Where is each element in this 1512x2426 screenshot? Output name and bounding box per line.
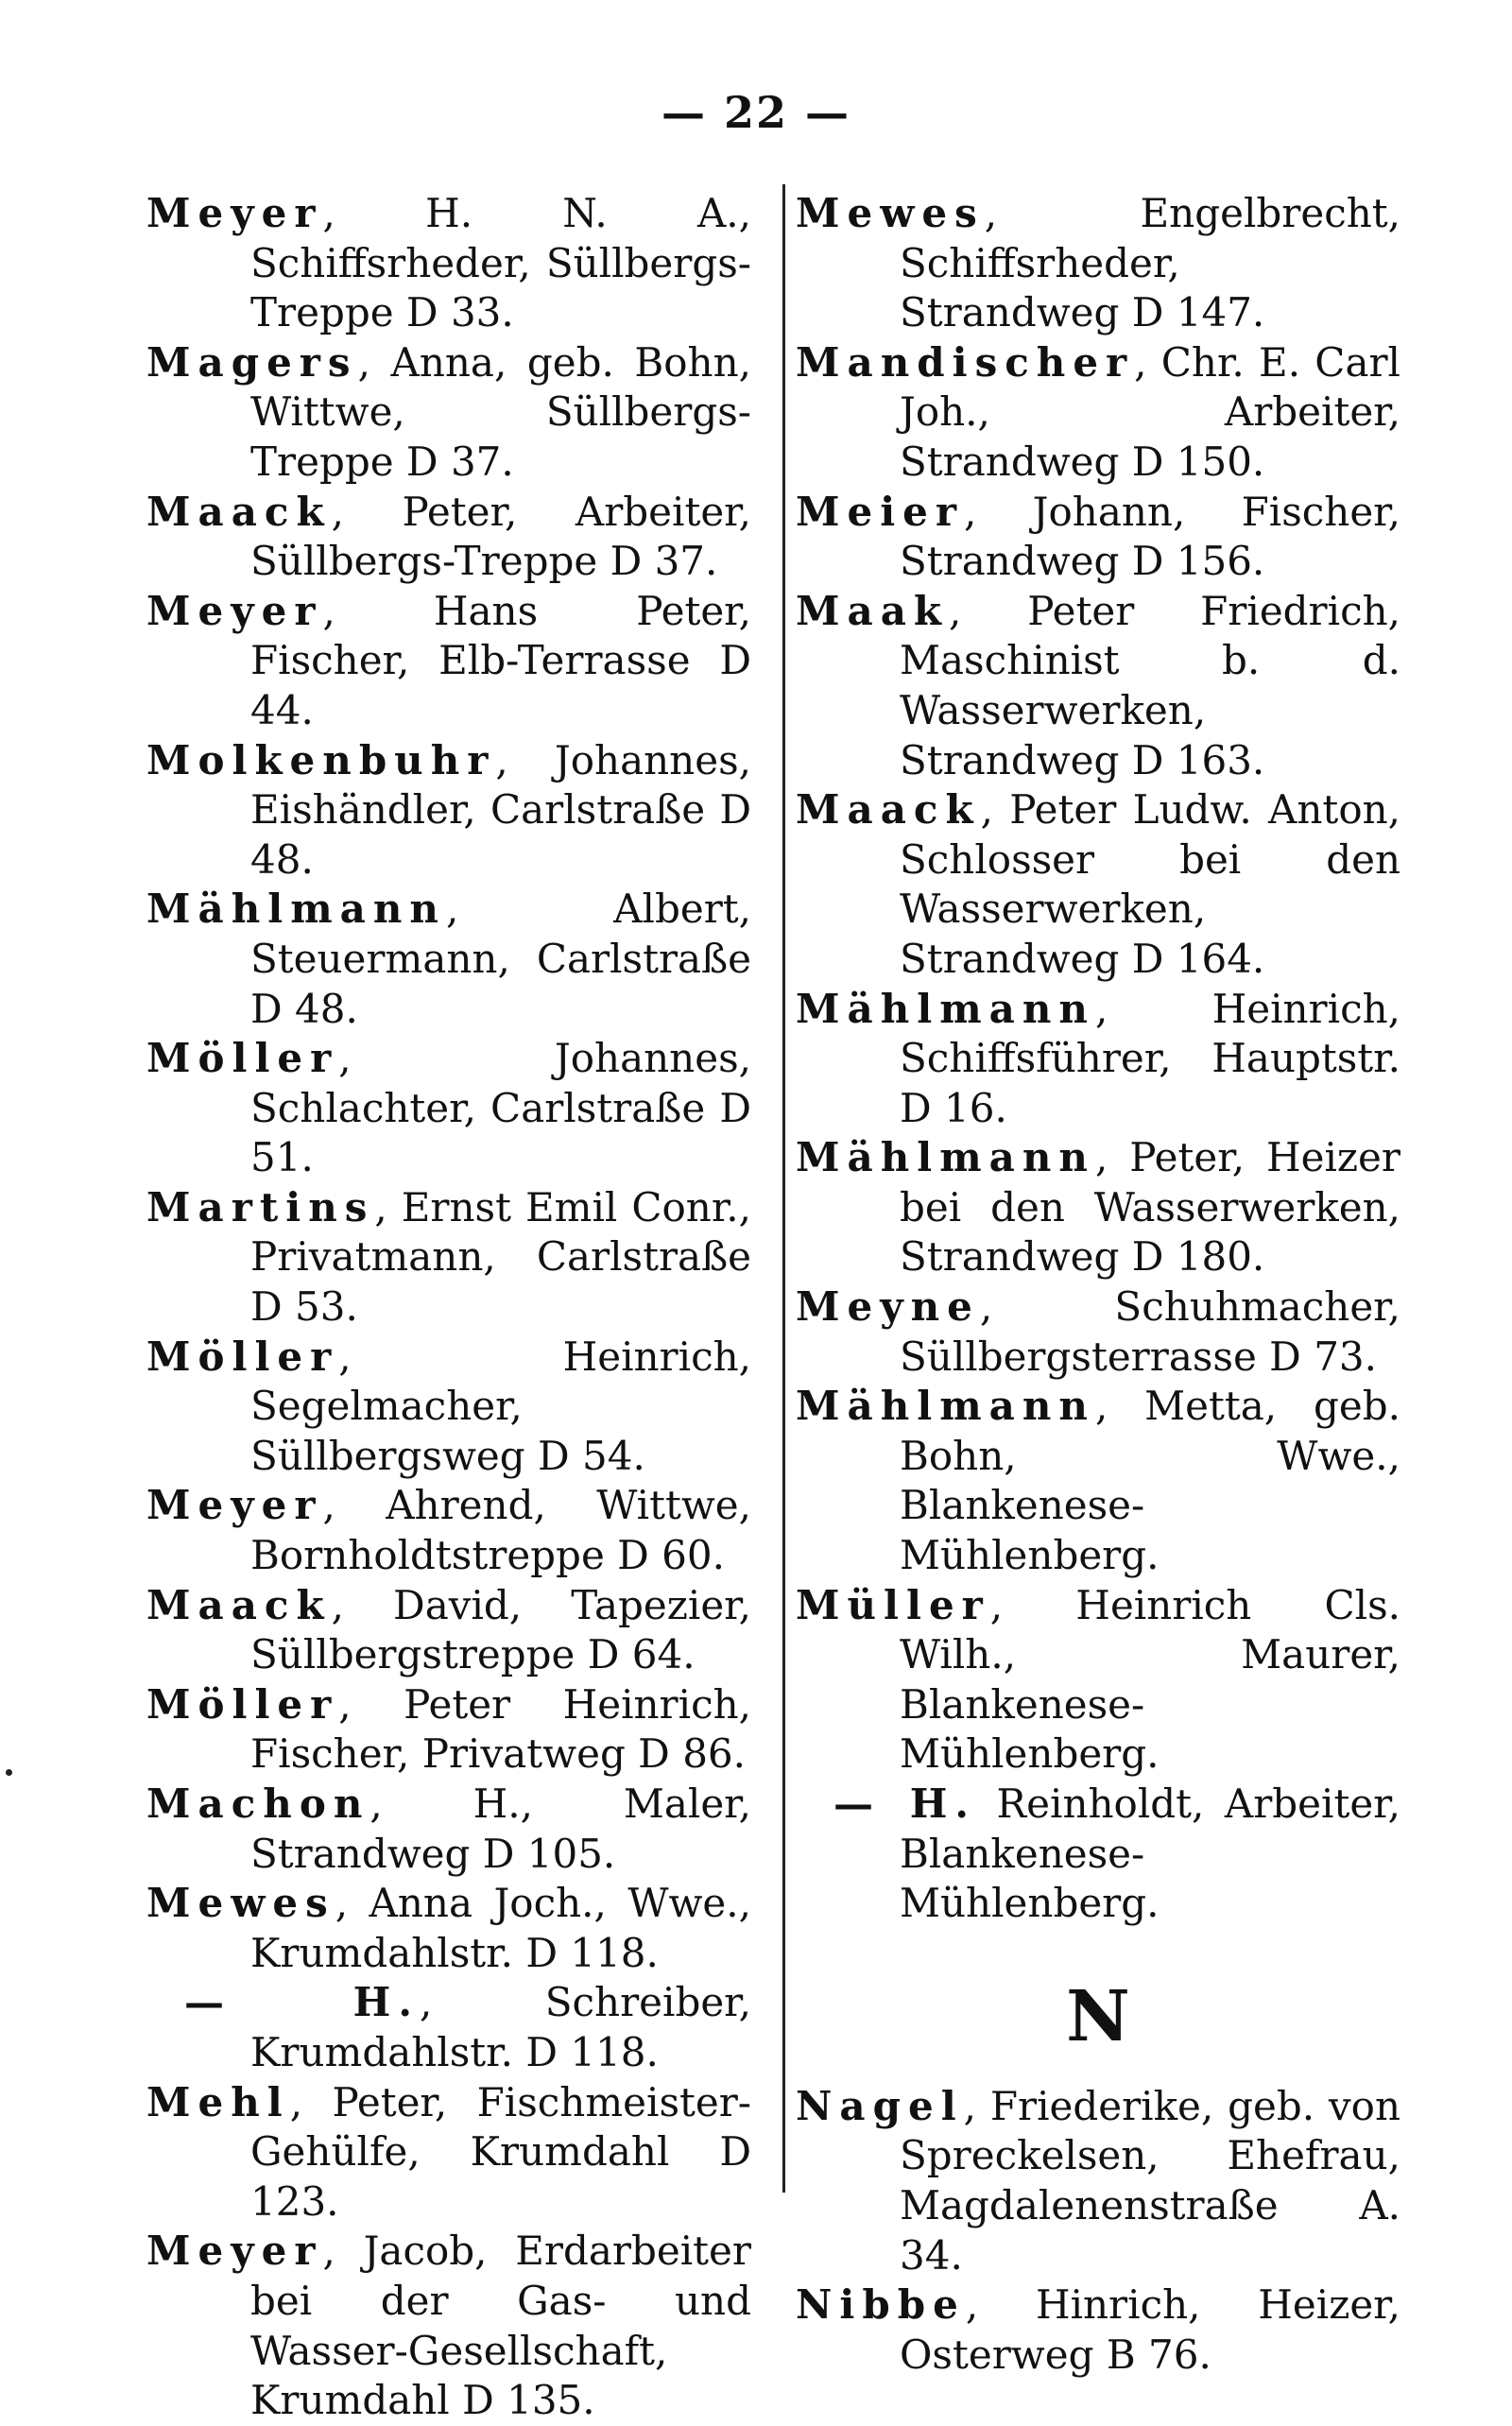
directory-entry xyxy=(146,189,751,338)
entry-surname: Müller xyxy=(796,1581,990,1628)
entry-details: , Anna Joch., Wwe., Krumdahlstr. D 118. xyxy=(250,1880,751,1976)
entry-details: , Friederike, geb. von Spreckelsen, Ehefrau, Magdalenenstraße A. 34. xyxy=(900,2082,1400,2279)
entry-surname: — H. xyxy=(833,1781,977,1827)
directory-entry xyxy=(146,1034,751,1183)
directory-entry xyxy=(146,1780,751,1879)
directory-entry xyxy=(146,1333,751,1482)
entry-surname: Martins xyxy=(146,1183,375,1230)
entry-details: , David, Tapezier, Süllbergstreppe D 64. xyxy=(250,1581,751,1678)
directory-entry xyxy=(796,1780,1400,1929)
entry-details: , Heinrich, Schiffsführer, Hauptstr. D 16. xyxy=(900,985,1400,1131)
directory-entry xyxy=(146,488,751,587)
directory-entry xyxy=(796,1133,1400,1282)
entry-details: , Jacob, Erdarbeiter bei der Gas- und Wasser-Gesellschaft, Krumdahl D 135. xyxy=(250,2228,751,2424)
entry-surname: Molkenbuhr xyxy=(146,736,496,783)
entry-surname: Nibbe xyxy=(796,2281,966,2329)
entry-details: , Hans Peter, Fischer, Elb-Terrasse D 44. xyxy=(250,587,751,733)
entry-surname: Maack xyxy=(796,786,981,834)
entry-details: , Johannes, Schlachter, Carlstraße D 51. xyxy=(250,1035,751,1181)
entry-surname: Machon xyxy=(146,1781,370,1827)
section-letter-n: N xyxy=(1066,1975,1130,2057)
entry-details: , Peter Heinrich, Fischer, Privatweg D 86. xyxy=(250,1680,751,1778)
entry-details: , H. N. A., Schiffsrheder, Süllbergs-Treppe D 33. xyxy=(250,190,751,336)
entry-surname: Möller xyxy=(146,1333,339,1380)
entry-details: , Peter, Heizer bei den Wasserwerken, Strandweg D 180. xyxy=(900,1134,1400,1281)
directory-entry xyxy=(796,985,1400,1134)
entry-details: , Johannes, Eishändler, Carlstraße D 48. xyxy=(250,736,751,883)
directory-entry xyxy=(146,1879,751,1978)
directory-entry xyxy=(146,1978,751,2077)
entry-surname: Magers xyxy=(146,338,358,386)
entry-surname: Möller xyxy=(146,1680,339,1728)
entry-details: , Schreiber, Krumdahlstr. D 118. xyxy=(250,1979,751,2075)
entry-surname: Meyer xyxy=(146,2228,323,2275)
entry-surname: Mewes xyxy=(146,1880,335,1927)
entry-details: , Ernst Emil Conr., Privatmann, Carlstraße D 53. xyxy=(250,1183,751,1331)
entry-surname: Meyne xyxy=(796,1283,980,1331)
directory-entry xyxy=(796,1581,1400,1780)
entry-surname: Möller xyxy=(146,1035,339,1082)
directory-entry xyxy=(796,189,1400,338)
page-number: — 22 — xyxy=(661,87,851,138)
entry-surname: Meyer xyxy=(146,587,323,634)
entry-details: , Peter Ludw. Anton, Schlosser bei den Wasserwerken, Strandweg D 164. xyxy=(900,786,1400,982)
directory-entry xyxy=(146,1680,751,1780)
left-column xyxy=(146,189,751,2426)
directory-entry xyxy=(796,488,1400,587)
entry-surname: — H. xyxy=(184,1979,420,2026)
right-column-n-entries xyxy=(796,2082,1400,2381)
entry-details: , Albert, Steuermann, Carlstraße D 48. xyxy=(250,886,751,1032)
entry-details: , Peter, Fischmeister-Gehülfe, Krumdahl D 123. xyxy=(250,2078,751,2225)
directory-entry xyxy=(796,2280,1400,2380)
entry-details: Reinholdt, Arbeiter, Blankenese-Mühlenberg. xyxy=(900,1781,1400,1927)
entry-surname: Maak xyxy=(796,587,950,634)
entry-details: , Peter, Arbeiter, Süllbergs-Treppe D 37. xyxy=(250,488,751,585)
right-column xyxy=(796,189,1400,2380)
directory-entry xyxy=(146,885,751,1034)
directory-entry xyxy=(146,1481,751,1580)
entry-details: , Metta, geb. Bohn, Wwe., Blankenese-Mühlenberg. xyxy=(900,1383,1400,1579)
directory-entry xyxy=(146,1183,751,1333)
column-divider xyxy=(782,184,785,2193)
entry-surname: Meier xyxy=(796,488,965,535)
entry-details: , Peter Friedrich, Maschinist b. d. Wasserwerken, Strandweg D 163. xyxy=(900,587,1400,783)
directory-entry xyxy=(796,1382,1400,1580)
entry-details: , Chr. E. Carl Joh., Arbeiter, Strandweg D 150. xyxy=(900,338,1400,485)
entry-details: , Heinrich, Segelmacher, Süllbergsweg D 54. xyxy=(250,1333,751,1479)
entry-details: , Engelbrecht, Schiffsrheder, Strandweg D 147. xyxy=(900,190,1400,336)
entry-details: , Hinrich, Heizer, Osterweg B 76. xyxy=(900,2281,1400,2378)
entry-details: , H., Maler, Strandweg D 105. xyxy=(250,1781,751,1877)
entry-details: , Ahrend, Wittwe, Bornholdtstreppe D 60. xyxy=(250,1482,751,1579)
entry-surname: Mewes xyxy=(796,190,985,236)
entry-surname: Maack xyxy=(146,488,332,535)
directory-entry xyxy=(146,2227,751,2425)
entry-surname: Mandischer xyxy=(796,338,1135,386)
entry-surname: Meyer xyxy=(146,190,323,236)
directory-entry xyxy=(796,785,1400,984)
directory-entry xyxy=(796,1282,1400,1382)
entry-surname: Mählmann xyxy=(796,985,1095,1032)
print-speck xyxy=(6,1769,12,1776)
directory-entry xyxy=(146,587,751,736)
entry-surname: Nagel xyxy=(796,2082,964,2129)
directory-entry xyxy=(796,2082,1400,2280)
entry-surname: Mählmann xyxy=(796,1383,1095,1430)
entry-surname: Maack xyxy=(146,1581,332,1628)
directory-entry xyxy=(796,338,1400,488)
entry-details: , Johann, Fischer, Strandweg D 156. xyxy=(900,488,1400,585)
right-column-m-entries xyxy=(796,189,1400,1929)
entry-surname: Meyer xyxy=(146,1482,323,1529)
entry-surname: Mählmann xyxy=(796,1134,1095,1181)
directory-entry xyxy=(146,338,751,488)
entry-surname: Mehl xyxy=(146,2078,290,2125)
entry-details: , Heinrich Cls. Wilh., Maurer, Blankenese-Mühlenberg. xyxy=(900,1581,1400,1778)
directory-entry xyxy=(146,736,751,886)
entry-details: , Schuhmacher, Süllbergsterrasse D 73. xyxy=(900,1283,1400,1380)
entry-surname: Mählmann xyxy=(146,886,446,933)
entry-details: , Anna, geb. Bohn, Wittwe, Süllbergs-Treppe D 37. xyxy=(250,338,751,485)
directory-entry xyxy=(146,2078,751,2228)
directory-entry xyxy=(796,587,1400,785)
directory-entry xyxy=(146,1581,751,1680)
